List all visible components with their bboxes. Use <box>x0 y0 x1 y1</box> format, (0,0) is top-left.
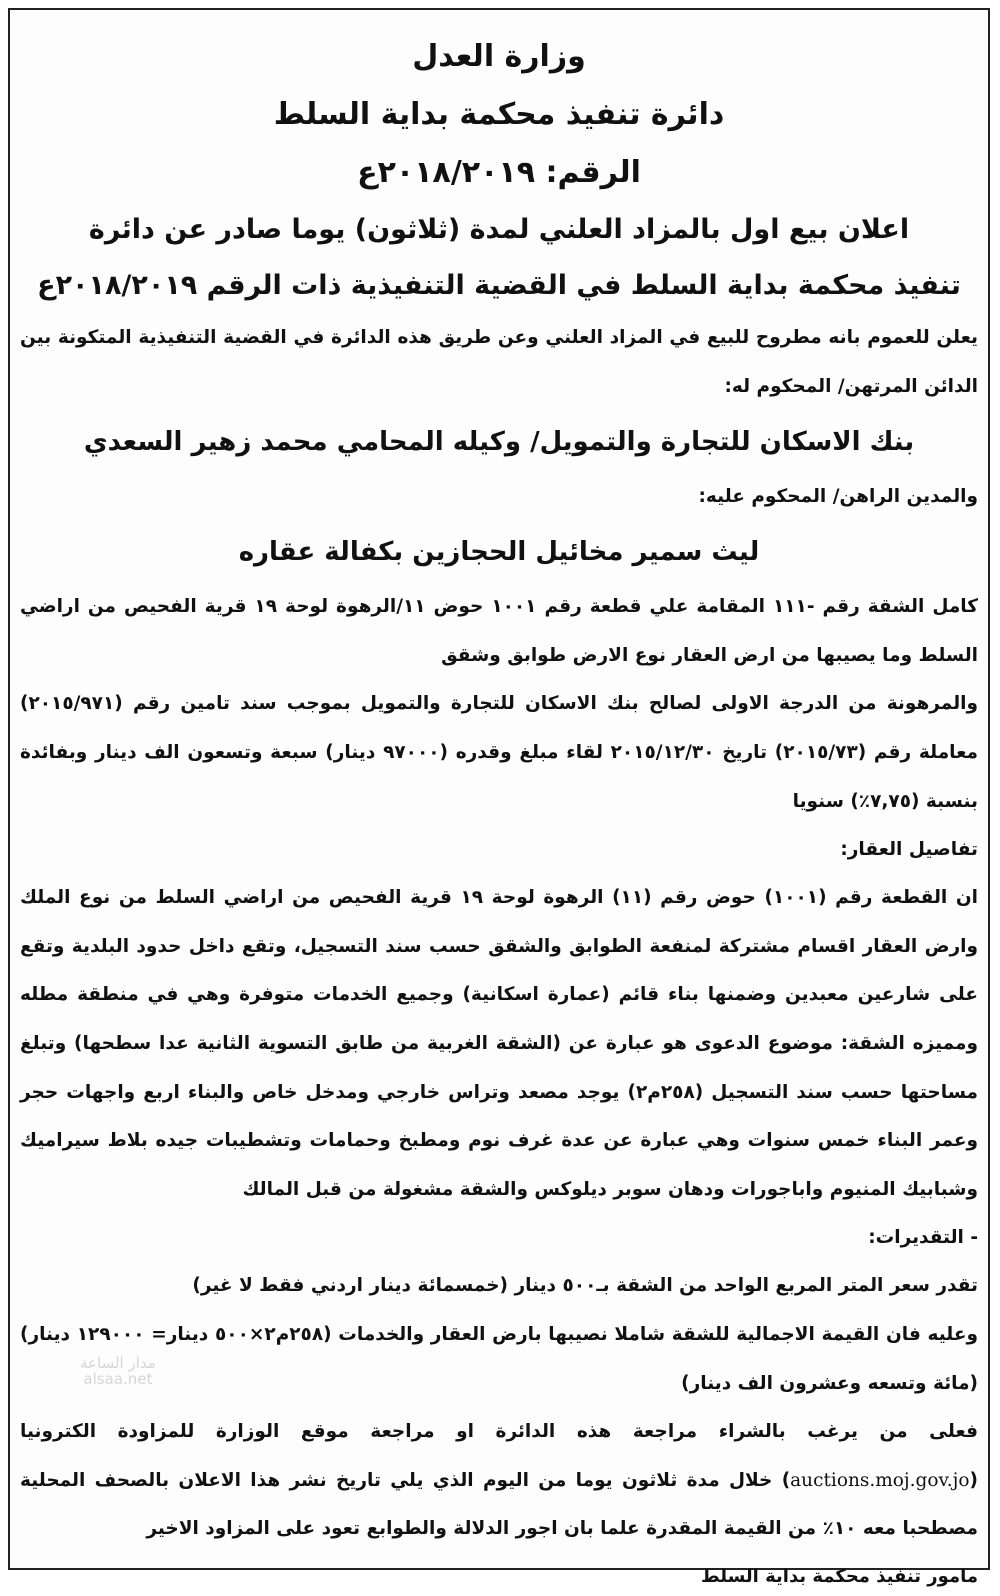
debtor-name: ليث سمير مخائيل الحجازين بكفالة عقاره <box>238 537 760 568</box>
signature: مامور تنفيذ محكمة بداية السلط <box>700 1565 978 1587</box>
reference-number: الرقم: ٢٠١٨/٢٠١٩ع <box>357 155 641 190</box>
debtor-label: والمدين الراهن/ المحكوم عليه: <box>698 486 978 508</box>
intro-paragraph: يعلن للعموم بانه مطروح للبيع في المزاد العلني وعن طريق هذه الدائرة في القضية التنفيذية المتكونة بين الدائن المرتهن/ المحكوم له: <box>20 327 978 397</box>
details-paragraph: ان القطعة رقم (١٠٠١) حوض رقم (١١) الرهوة لوحة ١٩ قرية الفحيص من اراضي السلط من نوع الملك وارض العقار اقسام مشتركة لمنفعة الطوابق والشقق حسب سند التسجيل، وتقع داخل حدود البلدية وتقع على شارعين معبدين وضمنها بناء قائم (عمارة اسكانية) وجميع الخدمات متوفرة وهي في منطقة مطله ومميزه الشقة: موضوع الدعوى هو عبارة عن (الشقة الغربية من طابق التسوية الثانية عدا سطحها) وتبلغ مساحتها حسب سند التسجيل (٢٥٨م٢) يوجد مصعد وتراس خارجي ومدخل خاص والبناء اربع واجهات حجر وعمر البناء خمس سنوات وهي عبارة عن عدة غرف نوم ومطبخ وحمامات وتشطيبات جيده بلاط سيراميك وشبابيك المنيوم واباجورات ودهان سوبر ديلوكس والشقة مشغولة من قبل المالك <box>20 887 978 1200</box>
closing-text-end: ) خلال مدة ثلاثون يوما من اليوم الذي يلي تاريخ نشر هذا الاعلان بالصحف المحلية مصطحبا معه ١٠٪ من القيمة المقدرة علما بان اجور الدلالة والطوابع تعود على المزاود الاخير <box>20 1469 978 1540</box>
watermark <box>80 1355 156 1387</box>
estimate-line: تقدر سعر المتر المربع الواحد من الشقة بـ٥٠٠ دينار (خمسمائة دينار اردني فقط لا غير) <box>192 1275 978 1297</box>
watermark-latin: alsaa.net <box>83 1370 153 1388</box>
notice-content <box>20 28 978 1587</box>
details-label: تفاصيل العقار: <box>840 839 978 861</box>
estimates-label: - التقديرات: <box>868 1227 978 1249</box>
watermark-arabic: مدار الساعة <box>80 1354 156 1372</box>
closing-paragraph <box>20 1408 978 1554</box>
ministry-heading: وزارة العدل <box>412 39 586 74</box>
auction-website-link[interactable]: auctions.moj.gov.jo <box>790 1469 970 1491</box>
notice-title-line-1: اعلان بيع اول بالمزاد العلني لمدة (ثلاثون) يوما صادر عن دائرة <box>88 214 910 245</box>
mortgage-paragraph: والمرهونة من الدرجة الاولى لصالح بنك الاسكان للتجارة والتمويل بموجب سند تامين رقم (٢٠١٥/٩٧١) معاملة رقم (٢٠١٥/٧٣) تاريخ ٢٠١٥/١٢/٣٠ لقاء مبلغ وقدره (٩٧٠٠٠ دينار) سبعة وتسعون الف دينار وبفائدة بنسبة (٧,٧٥٪) سنويا <box>20 693 978 812</box>
department-heading: دائرة تنفيذ محكمة بداية السلط <box>273 97 725 132</box>
notice-title-line-2: تنفيذ محكمة بداية السلط في القضية التنفيذية ذات الرقم ٢٠١٨/٢٠١٩ع <box>37 270 961 301</box>
closing-text-start: فعلى من يرغب بالشراء مراجعة هذه الدائرة او مراجعة موقع الوزارة للمزاودة الكترونيا ( <box>20 1421 978 1491</box>
property-paragraph: كامل الشقة رقم -١١١ المقامة علي قطعة رقم ١٠٠١ حوض ١١/الرهوة لوحة ١٩ قرية الفحيص من اراضي السلط وما يصيبها من ارض العقار نوع الارض طوابق وشقق <box>20 596 978 666</box>
creditor-name: بنك الاسكان للتجارة والتمويل/ وكيله المحامي محمد زهير السعدي <box>83 427 915 458</box>
total-value-paragraph: وعليه فان القيمة الاجمالية للشقة شاملا نصيبها بارض العقار والخدمات (٢٥٨م٢×٥٠٠ دينار= ١٢٩٠٠٠ دينار) (مائة وتسعه وعشرون الف دينار) <box>20 1323 978 1394</box>
notice-frame <box>8 8 990 1587</box>
